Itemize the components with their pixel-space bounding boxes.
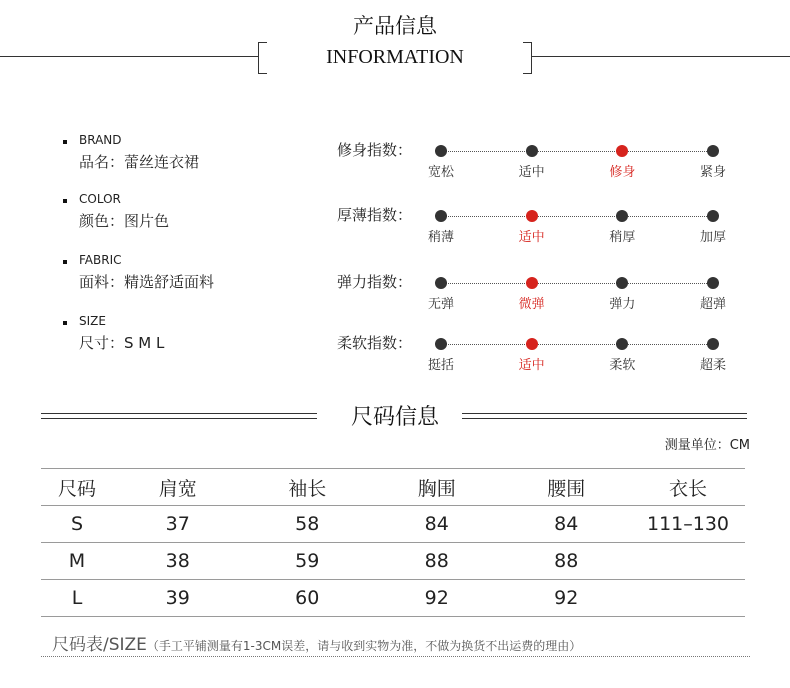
table-cell: 92 <box>372 580 502 617</box>
table-cell: 92 <box>502 580 632 617</box>
scale-track <box>441 344 713 345</box>
info-value: 颜色：图片色 <box>79 212 170 230</box>
size-table <box>41 468 745 617</box>
scale-dot <box>707 338 719 350</box>
scale-option-label: 加厚 <box>699 230 726 245</box>
scale-dot <box>616 338 628 350</box>
scale-option-label: 超弹 <box>699 297 726 312</box>
col-header-size: 尺码 <box>41 469 113 506</box>
info-value: 尺寸：S M L <box>79 334 165 352</box>
scale-softness <box>337 332 757 382</box>
scale-dot <box>435 145 447 157</box>
table-cell: M <box>41 543 113 580</box>
scale-option-label: 挺括 <box>427 358 454 373</box>
table-cell: 38 <box>113 543 243 580</box>
table-cell: 88 <box>372 543 502 580</box>
scale-option-label: 适中 <box>518 230 545 245</box>
scale-dot <box>435 338 447 350</box>
bullet-icon <box>63 140 67 144</box>
table-cell: 37 <box>113 506 243 543</box>
size-footnote <box>52 630 581 655</box>
table-row <box>41 506 745 543</box>
col-header-shoulder: 肩宽 <box>113 469 243 506</box>
scale-thickness <box>337 204 757 254</box>
info-value: 面料：精选舒适面料 <box>79 273 215 291</box>
info-value: 品名：蕾丝连衣裙 <box>79 153 200 171</box>
footnote-title: 尺码表/SIZE <box>52 635 147 655</box>
size-section-title: 尺码信息 <box>350 405 439 430</box>
col-header-length: 衣长 <box>631 469 745 506</box>
section-title-cn: 产品信息 <box>353 14 437 38</box>
scale-dot <box>707 277 719 289</box>
table-cell <box>631 543 745 580</box>
bullet-icon <box>63 260 67 264</box>
footnote-rule <box>41 656 750 657</box>
scale-dot <box>435 210 447 222</box>
table-cell: S <box>41 506 113 543</box>
scale-label: 柔软指数： <box>337 334 413 352</box>
scale-option-label: 弹力 <box>609 297 636 312</box>
header-rule-right <box>531 56 790 57</box>
scale-dot <box>707 210 719 222</box>
scale-dot-selected <box>526 210 538 222</box>
scale-option-label: 紧身 <box>699 165 726 180</box>
scale-dot <box>616 210 628 222</box>
scale-track <box>441 216 713 217</box>
section-title-en: INFORMATION <box>326 46 464 68</box>
table-cell: L <box>41 580 113 617</box>
table-cell <box>631 580 745 617</box>
scale-option-label: 稍厚 <box>609 230 636 245</box>
scale-dot <box>526 145 538 157</box>
table-cell: 84 <box>502 506 632 543</box>
scale-track <box>441 151 713 152</box>
scale-dot <box>435 277 447 289</box>
header-rule-left <box>0 56 258 57</box>
info-label-en: BRAND <box>79 133 122 147</box>
table-cell: 59 <box>243 543 373 580</box>
table-cell: 58 <box>243 506 373 543</box>
footnote-disclaimer: （手工平铺测量有1-3CM误差，请与收到实物为准，不做为换货不出运费的理由） <box>146 639 582 653</box>
scale-option-label: 稍薄 <box>427 230 454 245</box>
scale-label: 厚薄指数： <box>337 206 413 224</box>
table-cell: 60 <box>243 580 373 617</box>
col-header-waist: 腰围 <box>502 469 632 506</box>
scale-dot-selected <box>616 145 628 157</box>
table-cell: 84 <box>372 506 502 543</box>
scale-option-label: 适中 <box>518 358 545 373</box>
scale-option-label: 修身 <box>609 165 636 180</box>
scale-dot <box>616 277 628 289</box>
col-header-bust: 胸围 <box>372 469 502 506</box>
info-label-en: SIZE <box>79 314 106 328</box>
info-label-en: COLOR <box>79 192 121 206</box>
size-table-header <box>41 469 745 506</box>
bullet-icon <box>63 321 67 325</box>
scale-fit <box>337 139 757 189</box>
scale-dot-selected <box>526 338 538 350</box>
table-row <box>41 543 745 580</box>
scale-track <box>441 283 713 284</box>
col-header-sleeve: 袖长 <box>243 469 373 506</box>
scale-option-label: 微弹 <box>518 297 545 312</box>
scale-option-label: 宽松 <box>427 165 454 180</box>
scale-label: 修身指数： <box>337 141 413 159</box>
scale-dot-selected <box>526 277 538 289</box>
scale-option-label: 无弹 <box>427 297 454 312</box>
scale-dot <box>707 145 719 157</box>
table-row <box>41 580 745 617</box>
table-cell: 39 <box>113 580 243 617</box>
info-label-en: FABRIC <box>79 253 122 267</box>
scale-option-label: 适中 <box>518 165 545 180</box>
scale-label: 弹力指数： <box>337 273 413 291</box>
scale-elasticity <box>337 271 757 321</box>
bullet-icon <box>63 199 67 203</box>
scale-option-label: 超柔 <box>699 358 726 373</box>
measurement-unit: 测量单位：CM <box>664 438 750 453</box>
scale-option-label: 柔软 <box>609 358 636 373</box>
table-cell: 111–130 <box>631 506 745 543</box>
table-cell: 88 <box>502 543 632 580</box>
